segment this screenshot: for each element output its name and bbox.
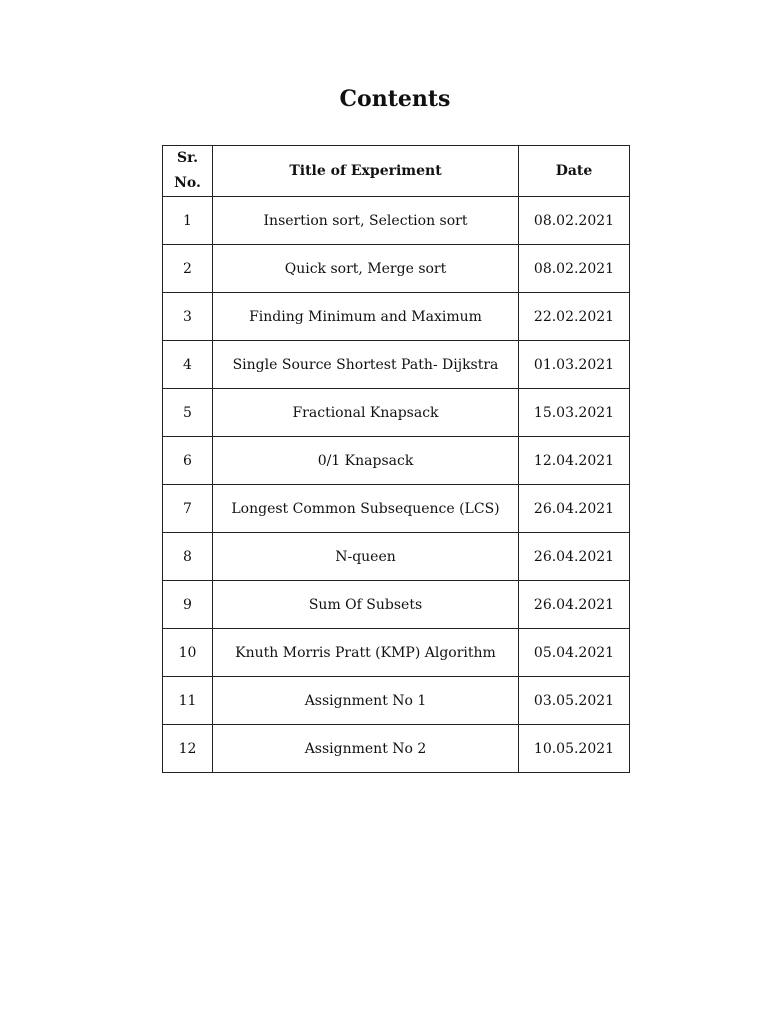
page-title: Contents xyxy=(339,86,451,112)
row-number: 1 xyxy=(163,197,213,245)
experiment-date: 08.02.2021 xyxy=(519,197,630,245)
experiment-date: 10.05.2021 xyxy=(519,725,630,773)
header-title: Title of Experiment xyxy=(213,146,519,197)
row-number: 3 xyxy=(163,293,213,341)
experiment-date: 05.04.2021 xyxy=(519,629,630,677)
row-number: 11 xyxy=(163,677,213,725)
experiment-date: 26.04.2021 xyxy=(519,533,630,581)
experiment-date: 01.03.2021 xyxy=(519,341,630,389)
experiment-date: 03.05.2021 xyxy=(519,677,630,725)
row-number: 8 xyxy=(163,533,213,581)
header-sr-no: Sr. No. xyxy=(163,146,213,197)
experiment-title: Single Source Shortest Path- Dijkstra xyxy=(213,341,519,389)
row-number: 4 xyxy=(163,341,213,389)
experiment-title: N-queen xyxy=(213,533,519,581)
row-number: 7 xyxy=(163,485,213,533)
table-row xyxy=(163,245,630,293)
row-number: 9 xyxy=(163,581,213,629)
table-row xyxy=(163,485,630,533)
table-row xyxy=(163,293,630,341)
row-number: 10 xyxy=(163,629,213,677)
row-number: 5 xyxy=(163,389,213,437)
table-row xyxy=(163,341,630,389)
table-row xyxy=(163,725,630,773)
row-number: 6 xyxy=(163,437,213,485)
experiment-title: Assignment No 2 xyxy=(213,725,519,773)
experiment-title: Sum Of Subsets xyxy=(213,581,519,629)
experiment-title: Quick sort, Merge sort xyxy=(213,245,519,293)
row-number: 2 xyxy=(163,245,213,293)
table-row xyxy=(163,389,630,437)
table-row xyxy=(163,629,630,677)
table-row xyxy=(163,581,630,629)
contents-table xyxy=(162,145,630,773)
experiment-date: 12.04.2021 xyxy=(519,437,630,485)
table-row xyxy=(163,677,630,725)
experiment-date: 15.03.2021 xyxy=(519,389,630,437)
experiment-title: Assignment No 1 xyxy=(213,677,519,725)
experiment-date: 08.02.2021 xyxy=(519,245,630,293)
table-header-row xyxy=(163,146,630,197)
experiment-title: Knuth Morris Pratt (KMP) Algorithm xyxy=(213,629,519,677)
table-row xyxy=(163,437,630,485)
table-row xyxy=(163,533,630,581)
header-date: Date xyxy=(519,146,630,197)
experiment-title: Finding Minimum and Maximum xyxy=(213,293,519,341)
experiment-date: 26.04.2021 xyxy=(519,485,630,533)
experiment-date: 22.02.2021 xyxy=(519,293,630,341)
experiment-title: Insertion sort, Selection sort xyxy=(213,197,519,245)
experiment-title: 0/1 Knapsack xyxy=(213,437,519,485)
table-row xyxy=(163,197,630,245)
row-number: 12 xyxy=(163,725,213,773)
experiment-title: Fractional Knapsack xyxy=(213,389,519,437)
experiment-title: Longest Common Subsequence (LCS) xyxy=(213,485,519,533)
experiment-date: 26.04.2021 xyxy=(519,581,630,629)
